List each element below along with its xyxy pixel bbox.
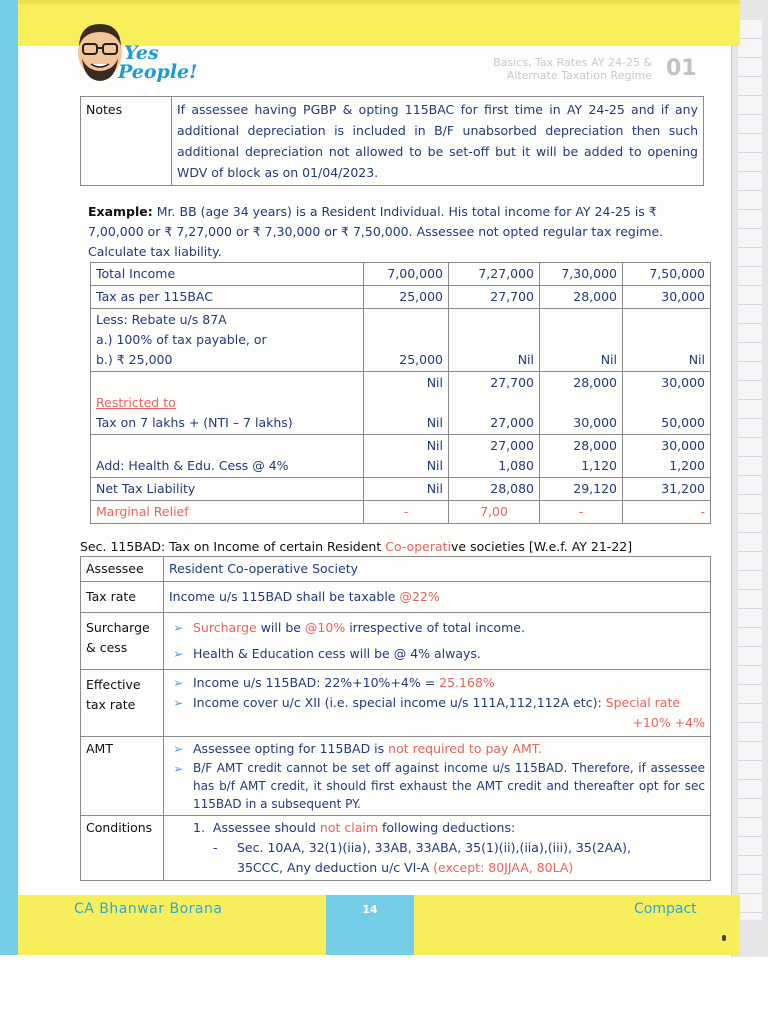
section-title: Sec. 115BAD: Tax on Income of certain Resident Co-operative societies [W.e.f. AY 21-22] <box>80 539 633 554</box>
example-text: Mr. BB (age 34 years) is a Resident Individual. His total income for AY 24-25 is ₹ 7,00,000 or ₹ 7,27,000 or ₹ 7,30,000 or ₹ 7,50,000. Assessee not opted regular tax regime. Calculate tax liability. <box>88 204 664 259</box>
cell-value: 25,000 <box>364 309 449 372</box>
table-row <box>91 478 711 501</box>
cell-value: Nil Nil <box>364 435 449 478</box>
list-item: ➢ B/F AMT credit cannot be set off against income u/s 115BAD. Therefore, if assessee has b/f AMT credit, it should first exhaust the AMT credit and thereafter opt for sec 115BAD in a subsequent PY. <box>169 759 705 813</box>
header-band <box>18 0 740 46</box>
cell-value: 30,000 1,200 <box>623 435 711 478</box>
cell-value: 28,080 <box>449 478 540 501</box>
marginal-formula-label: Tax on 7 lakhs + (NTI – 7 lakhs) <box>96 415 293 430</box>
cell-value: 7,27,000 <box>449 263 540 286</box>
cell-value: 27,700 27,000 <box>449 372 540 435</box>
rebate-label: Less: Rebate u/s 87A <box>96 312 227 327</box>
table-row <box>81 670 711 737</box>
cell-value: Nil <box>449 309 540 372</box>
bottom-margin <box>0 957 768 1024</box>
row-label: Surcharge & cess <box>81 613 164 670</box>
cell-value: 28,000 1,120 <box>540 435 623 478</box>
table-row <box>81 582 711 613</box>
notes-label: Notes <box>81 97 172 186</box>
table-row <box>91 309 711 372</box>
row-label: Conditions <box>81 816 164 881</box>
logo-text <box>118 42 198 83</box>
arrow-bullet-icon: ➢ <box>173 741 184 756</box>
notebook-edge <box>731 0 768 960</box>
list-item: ➢ Surcharge will be @10% irrespective of total income. <box>169 618 705 638</box>
row-label: Marginal Relief <box>91 501 364 524</box>
table-row <box>91 286 711 309</box>
rebate-option-b: b.) ₹ 25,000 <box>96 352 173 367</box>
cell-value: Nil Nil <box>364 372 449 435</box>
cell-value: 29,120 <box>540 478 623 501</box>
row-label: Assessee <box>81 557 164 582</box>
cell-value: 7,30,000 <box>540 263 623 286</box>
row-label <box>91 372 364 435</box>
cell-value: Nil <box>364 478 449 501</box>
list-item: 1. Assessee should not claim following deductions: <box>193 820 516 835</box>
arrow-bullet-icon: ➢ <box>173 695 184 710</box>
row-label: Total Income <box>91 263 364 286</box>
sec-115bad-table <box>80 556 711 881</box>
cell-value: 30,000 <box>623 286 711 309</box>
row-label: Net Tax Liability <box>91 478 364 501</box>
cell-value: 31,200 <box>623 478 711 501</box>
tax-calculation-table <box>90 262 711 524</box>
cell-value: - <box>364 501 449 524</box>
cell-value: 27,700 <box>449 286 540 309</box>
list-item: - Sec. 10AA, 32(1)(iia), 33AB, 33ABA, 35(1)(ii),(iia),(iii), 35(2AA), 35CCC, Any deduction u/c VI-A (except: 80JJAA, 80LA) <box>213 840 631 875</box>
row-label: Effective tax rate <box>81 670 164 737</box>
cell-value: - <box>623 501 711 524</box>
cell-value: 7,00 <box>449 501 540 524</box>
cell-value: Nil <box>623 309 711 372</box>
chapter-title-line2: Alternate Taxation Regime <box>506 69 652 82</box>
row-label: Tax rate <box>81 582 164 613</box>
cell-value: 30,000 50,000 <box>623 372 711 435</box>
list-item: ➢ Income u/s 115BAD: 22%+10%+4% = 25.168% <box>169 673 705 693</box>
cell-value: 25,000 <box>364 286 449 309</box>
binder-dot <box>722 935 726 941</box>
cell-value: ➢ Income u/s 115BAD: 22%+10%+4% = 25.168% ➢ Income cover u/c XII (i.e. special income u/s 111A,112,112A etc): Special rate +10% +4% <box>164 670 711 737</box>
table-row <box>81 737 711 816</box>
footer-edition: Compact <box>634 901 697 917</box>
notes-table <box>80 96 704 186</box>
page-number: 14 <box>362 903 378 916</box>
chapter-title-line1: Basics, Tax Rates AY 24-25 & <box>493 56 652 69</box>
cell-value <box>164 737 711 816</box>
row-label: Tax as per 115BAC <box>91 286 364 309</box>
cell-value: Resident Co-operative Society <box>164 557 711 582</box>
row-label: AMT <box>81 737 164 816</box>
cell-value: 27,000 1,080 <box>449 435 540 478</box>
rebate-option-a: a.) 100% of tax payable, or <box>96 332 267 347</box>
table-row <box>91 435 711 478</box>
row-label <box>91 309 364 372</box>
cell-value <box>164 816 711 881</box>
cell-value: Nil <box>540 309 623 372</box>
chapter-number: 01 <box>666 56 697 81</box>
cell-value <box>164 613 711 670</box>
logo-line2: People! <box>118 61 198 83</box>
list-item: ➢ Assessee opting for 115BAD is not required to pay AMT. <box>169 739 705 759</box>
page-left-edge <box>0 0 18 955</box>
chapter-title <box>462 56 652 82</box>
cell-value: Income u/s 115BAD shall be taxable @22% <box>164 582 711 613</box>
logo-line1: Yes <box>124 42 159 64</box>
cell-value: 28,000 <box>540 286 623 309</box>
footer-author: CA Bhanwar Borana <box>74 901 223 917</box>
arrow-bullet-icon: ➢ <box>173 620 184 635</box>
arrow-bullet-icon: ➢ <box>173 646 184 661</box>
cell-value: 7,00,000 <box>364 263 449 286</box>
restricted-label: Restricted to <box>96 395 176 410</box>
list-item: ➢ Health & Education cess will be @ 4% always. <box>169 644 705 664</box>
example-label: Example: <box>88 204 153 219</box>
notes-text: If assessee having PGBP & opting 115BAC for first time in AY 24-25 and if any additional depreciation is included in B/F unabsorbed depreciation then such additional depreciation not allowed to be set-off but it will be added to opening WDV of block as on 01/04/2023. <box>172 97 704 186</box>
table-row <box>91 501 711 524</box>
arrow-bullet-icon: ➢ <box>173 675 184 690</box>
table-row <box>81 613 711 670</box>
arrow-bullet-icon: ➢ <box>173 761 184 776</box>
table-row <box>91 372 711 435</box>
cell-value: - <box>540 501 623 524</box>
cell-value: 7,50,000 <box>623 263 711 286</box>
cell-value: 28,000 30,000 <box>540 372 623 435</box>
example-paragraph <box>88 202 708 262</box>
table-row <box>91 263 711 286</box>
table-row <box>81 816 711 881</box>
row-label: Add: Health & Edu. Cess @ 4% <box>91 435 364 478</box>
table-row <box>81 557 711 582</box>
list-item: ➢ Income cover u/c XII (i.e. special income u/s 111A,112,112A etc): Special rate <box>169 693 705 713</box>
